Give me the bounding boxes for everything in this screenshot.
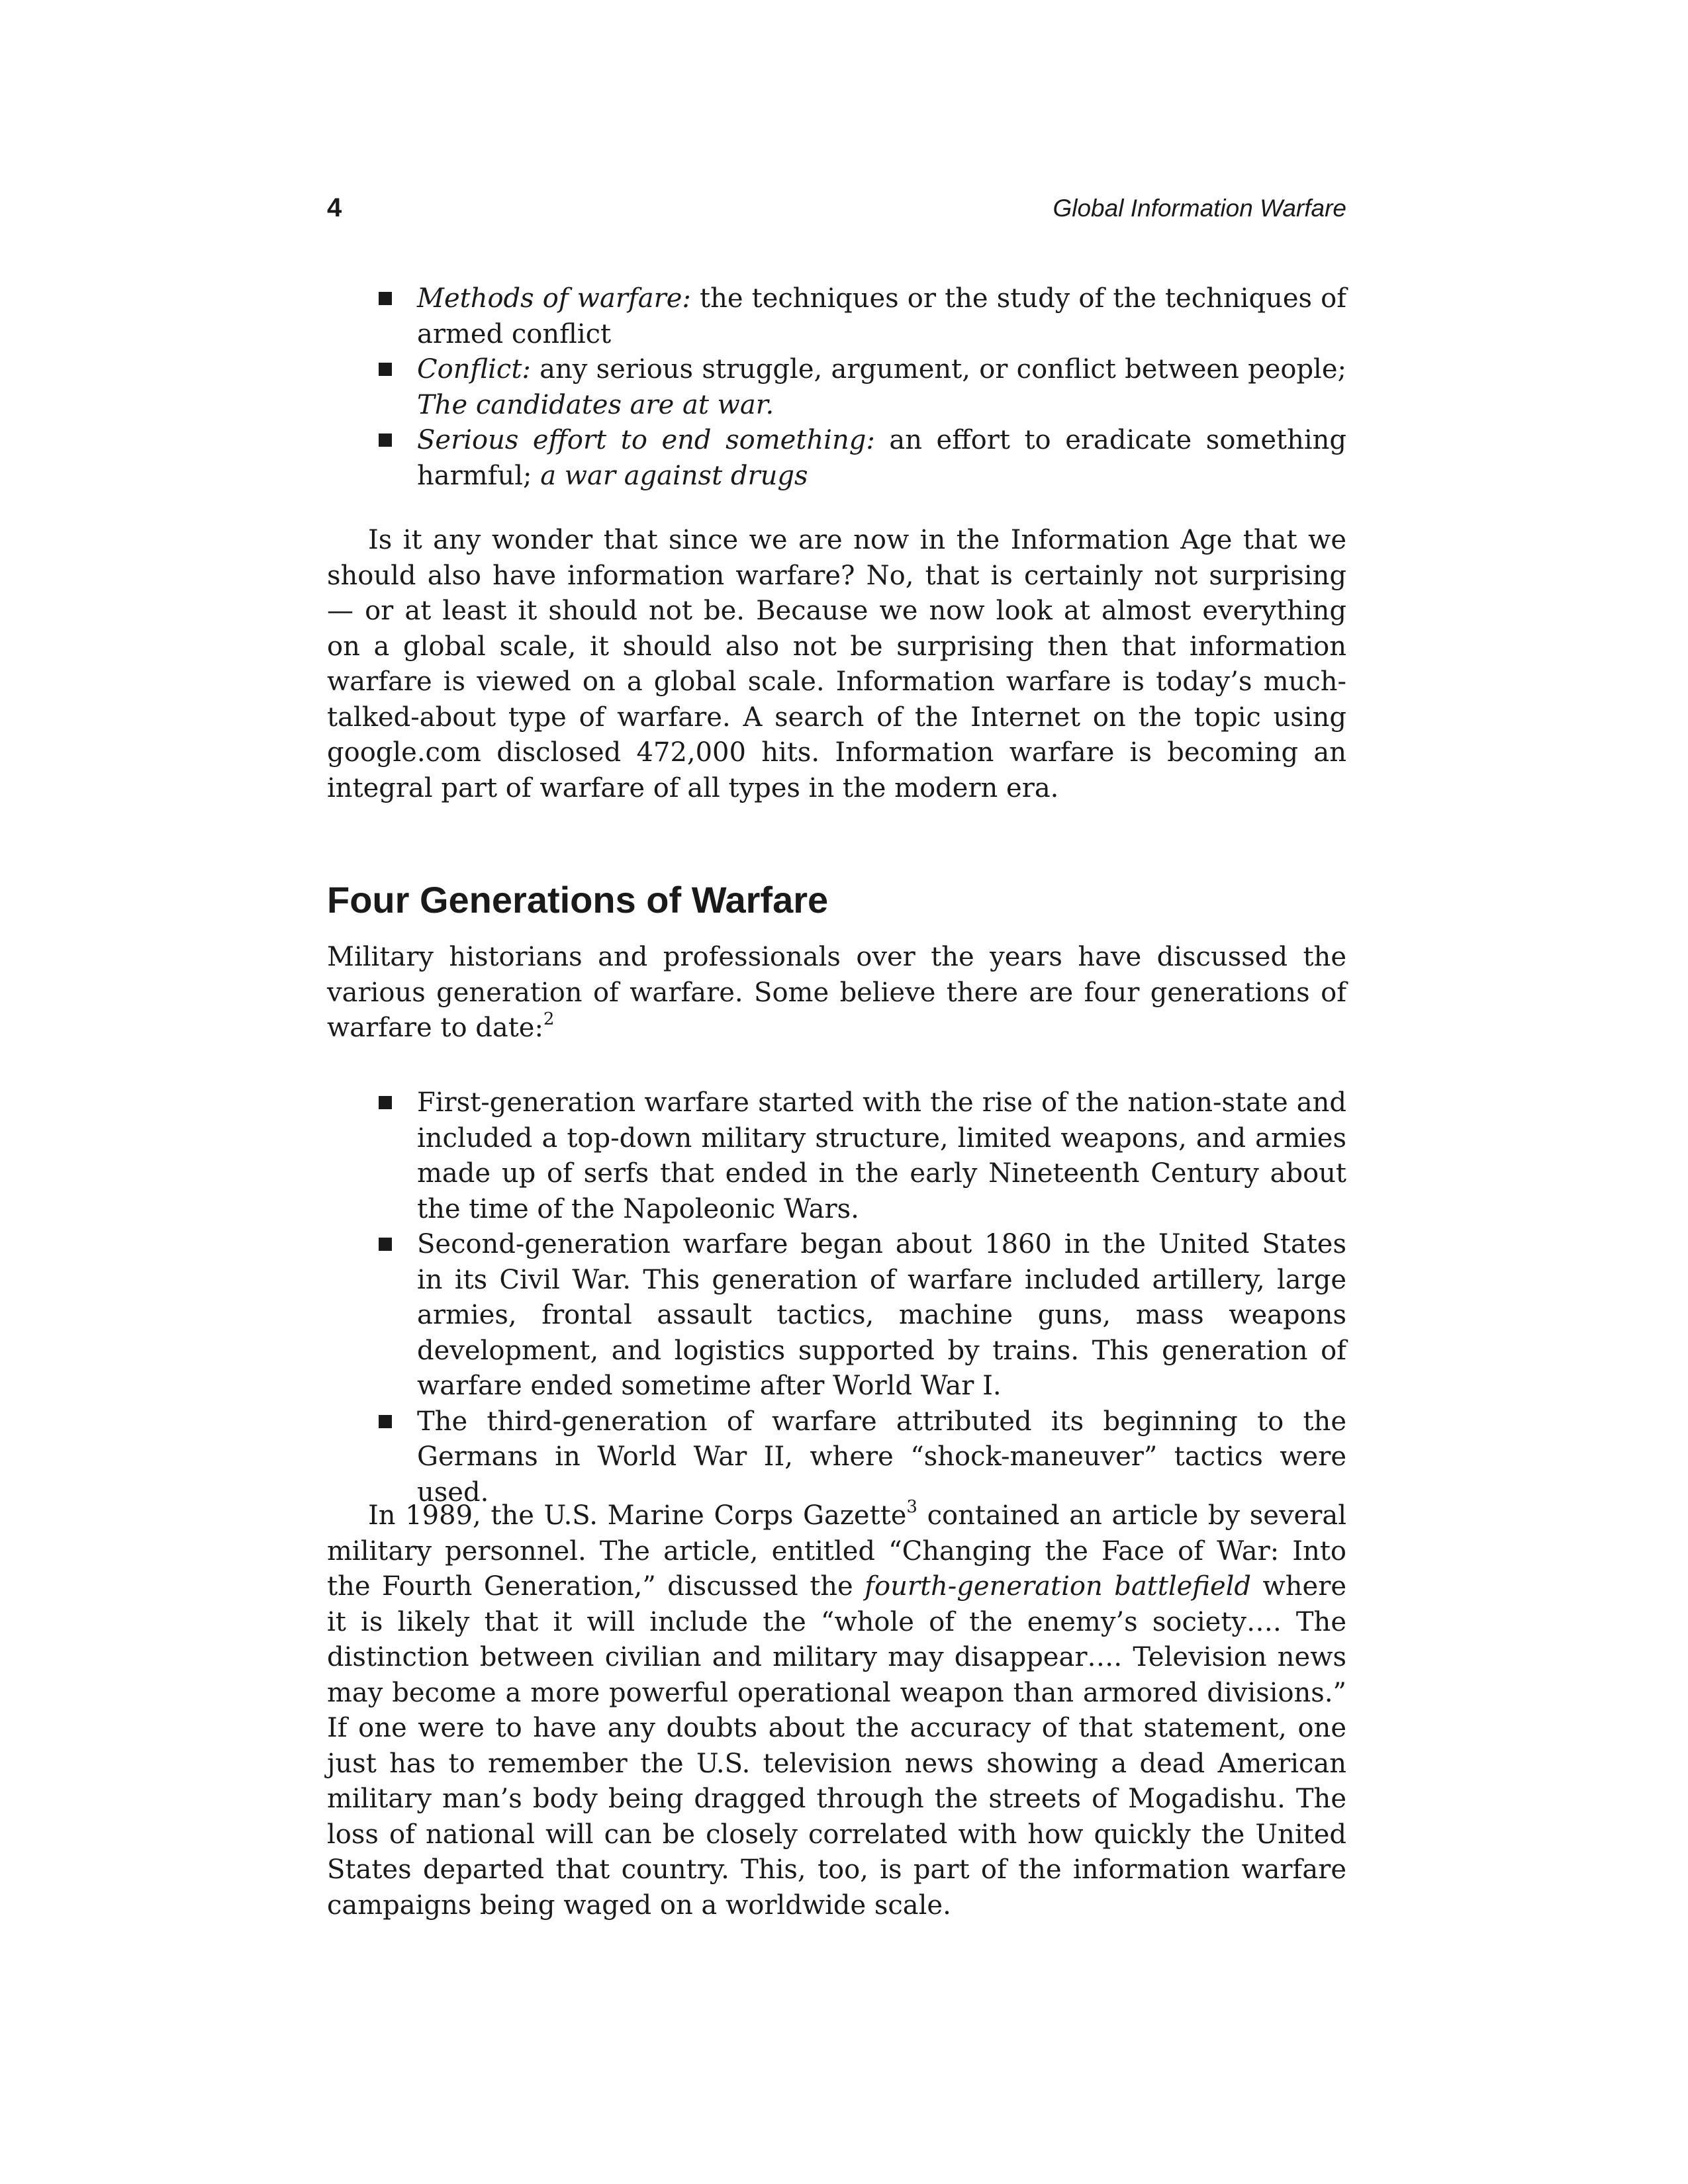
section-heading: Four Generations of Warfare (327, 879, 829, 921)
list-item (327, 1404, 1346, 1511)
intro-paragraph: Is it any wonder that since we are now in the Information Age that we should also have information warfare? No, that is certainly not surprising — or at least it should not be. Because we now look at almost everything on a global scale, it should also not be surprising then that information warfare is viewed on a global scale. Information warfare is today’s much-talked-about type of warfare. A search of the Internet on the topic using google.com disclosed 472,000 hits. Information warfare is becoming an integral part of warfare of all types in the modern era. (327, 525, 1346, 803)
bullet-square-icon (379, 292, 392, 305)
bullet-square-icon (379, 433, 392, 447)
running-header (327, 193, 1346, 230)
list-item (327, 1085, 1346, 1227)
generation-text: The third-generation of warfare attributed its beginning to the Germans in World War II, where “shock-maneuver” tactics were used. (417, 1406, 1346, 1508)
definition-term: Conflict: (417, 354, 531, 385)
definition-example: The candidates are at war. (417, 389, 774, 420)
definition-term: Methods of warfare: (417, 283, 691, 314)
generation-text: First-generation warfare started with the rise of the nation-state and included a top-down military structure, limited weapons, and armies made up of serfs that ended in the early Nineteenth Century about the time of the Napoleonic Wars. (417, 1087, 1346, 1224)
definition-text: the techniques or the study of the techniques of armed conflict (417, 283, 1347, 349)
definition-list (327, 281, 1346, 494)
bullet-square-icon (379, 1238, 392, 1251)
footnote-marker: 3 (906, 1497, 917, 1517)
footnote-marker: 2 (543, 1009, 555, 1029)
bullet-square-icon (379, 363, 392, 376)
bullet-square-icon (379, 1096, 392, 1109)
closing-text-middle: contained an article by several military personnel. The article, entitled “Changing the Face of War: Into the Fourth Generation,” discussed the (327, 1500, 1346, 1602)
list-item (327, 281, 1346, 352)
lead-text: Military historians and professionals over the years have discussed the various generation of warfare. Some believe there are four generations of warfare to date: (327, 942, 1346, 1043)
bullet-square-icon (379, 1415, 392, 1428)
closing-paragraph (327, 1498, 1346, 1923)
definition-text: any serious struggle, argument, or conflict between people; (530, 354, 1346, 385)
book-title: Global Information Warfare (1053, 195, 1346, 222)
book-page (327, 0, 1346, 2184)
list-item (327, 352, 1346, 423)
generation-text: Second-generation warfare began about 1860 in the United States in its Civil War. This generation of warfare included artillery, large armies, frontal assault tactics, machine guns, mass weapons development, and logistics supported by trains. This generation of warfare ended sometime after World War I. (417, 1229, 1346, 1401)
definition-example: a war against drugs (540, 460, 808, 491)
closing-text-end: where it is likely that it will include the “whole of the enemy’s society…. The distinction between civilian and military may disappear…. Television news may become a more powerful operational weapon than armored divisions.” If one were to have any doubts about the accuracy of that statement, one just has to remember the U.S. television news showing a dead American military man’s body being dragged through the streets of Mogadishu. The loss of national will can be closely correlated with how quickly the United States departed that country. This, too, is part of the information warfare campaigns being waged on a worldwide scale. (327, 1571, 1346, 1921)
list-item (327, 423, 1346, 494)
section-lead-paragraph (327, 940, 1346, 1046)
closing-emphasis: fourth-generation battlefield (865, 1571, 1252, 1602)
closing-text-start: In 1989, the U.S. Marine Corps Gazette (368, 1500, 907, 1531)
definition-text: an effort to eradicate something harmful; (417, 425, 1346, 491)
list-item (327, 1227, 1346, 1404)
definition-term: Serious effort to end something: (417, 425, 875, 455)
generations-list (327, 1085, 1346, 1510)
page-number: 4 (327, 193, 342, 222)
